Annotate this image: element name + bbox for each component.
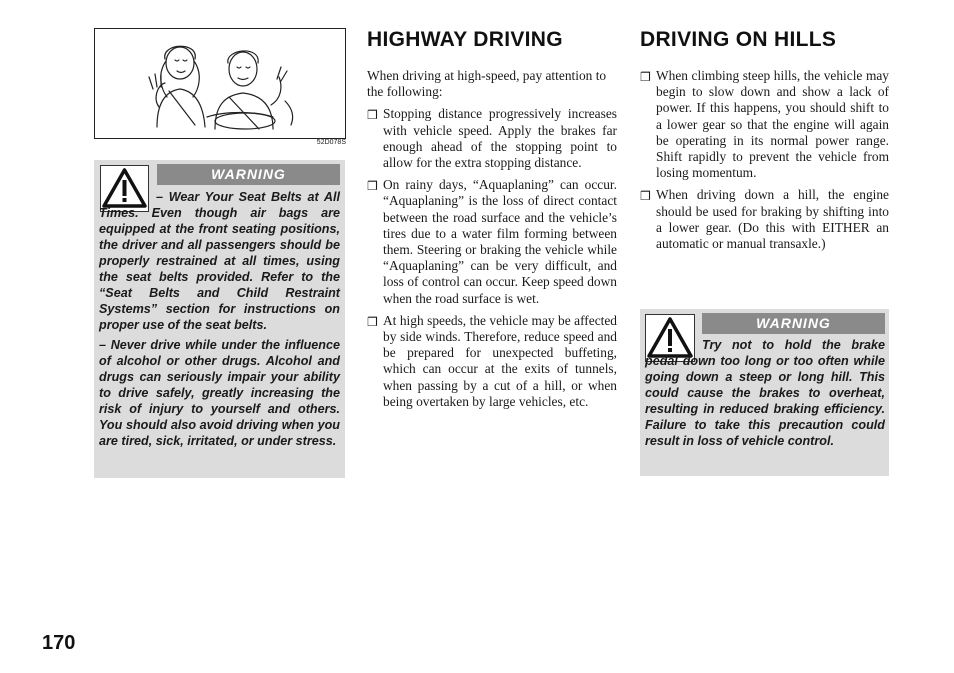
highway-bullet-text: On rainy days, “Aquaplaning” can occur. “Aquaplaning” is the loss of direct contact between the road surface and the vehicle’s tires due to a water film forming between them. Steering or braking the vehicle while “Aquaplaning” can be very difficult, and loss of control can occur. Keep speed down when the road surface is wet. <box>383 177 617 306</box>
checkbox-bullet-icon: ❒ <box>640 70 651 84</box>
driving-on-hills-section <box>640 68 889 258</box>
warning-heading: WARNING <box>702 313 885 334</box>
checkbox-bullet-icon: ❒ <box>640 189 651 204</box>
warning-paragraph-seatbelts: – Wear Your Seat Belts at All Times. Even though air bags are equipped at the front seating positions, the driver and all passengers should be properly restrained at all times, using the seat belts provided. Refer to the “Seat Belts and Child Restraint Systems” section for instructions on proper use of the seat belts. <box>99 190 340 332</box>
warning-paragraph-brakes: Try not to hold the brake pedal down too long or too often while going down a steep or long hill. This could cause the brakes to overheat, resulting in reduced braking efficiency. Failure to take this precaution could result in loss of vehicle control. <box>645 338 885 448</box>
figure-code: 52D078S <box>316 139 346 146</box>
highway-bullet <box>367 106 617 171</box>
brake-warning-box <box>640 309 889 476</box>
hills-bullet <box>640 68 889 181</box>
warning-heading: WARNING <box>157 164 340 185</box>
hills-bullet-text: When climbing steep hills, the vehicle may begin to slow down and show a lack of power. If this happens, you should shift to a lower gear so that the engine will again be operating in its normal power range. Shift rapidly to prevent the vehicle from losing momentum. <box>656 68 889 181</box>
seatbelt-illustration <box>94 28 346 139</box>
highway-bullet <box>367 313 617 410</box>
page-number: 170 <box>42 632 76 654</box>
people-in-car-seatbelts-illustration <box>95 29 347 140</box>
hills-bullet-text: When driving down a hill, the engine should be used for braking by shifting into a lower gear. (Do this with EITHER an automatic or manual transaxle.) <box>656 187 889 252</box>
checkbox-bullet-icon: ❒ <box>367 314 378 329</box>
warning-paragraph-alcohol: – Never drive while under the influence of alcohol or other drugs. Alcohol and drugs can seriously impair your ability to drive safely, greatly increasing the risk of injury to yourself and others. You should also avoid driving when you are tired, sick, irritated, or under stress. <box>99 338 340 448</box>
hills-bullet <box>640 187 889 252</box>
driving-on-hills-title: DRIVING ON HILLS <box>640 28 837 51</box>
highway-driving-title: HIGHWAY DRIVING <box>367 28 563 51</box>
highway-driving-section <box>367 68 617 416</box>
highway-intro: When driving at high-speed, pay attention to the following: <box>367 68 607 100</box>
seatbelt-warning-box <box>94 160 345 478</box>
highway-bullet-text: Stopping distance progressively increases with vehicle speed. Apply the brakes far enough ahead of the stopping point to allow for the extra stopping distance. <box>383 106 617 171</box>
highway-bullet-text: At high speeds, the vehicle may be affected by side winds. Therefore, reduce speed and be prepared for unexpected buffeting, which can occur at the exits of tunnels, when passing by a cut of a hill, or when being overtaken by large vehicles, etc. <box>383 312 617 409</box>
checkbox-bullet-icon: ❒ <box>367 108 378 123</box>
checkbox-bullet-icon: ❒ <box>367 179 378 194</box>
highway-bullet <box>367 177 617 307</box>
